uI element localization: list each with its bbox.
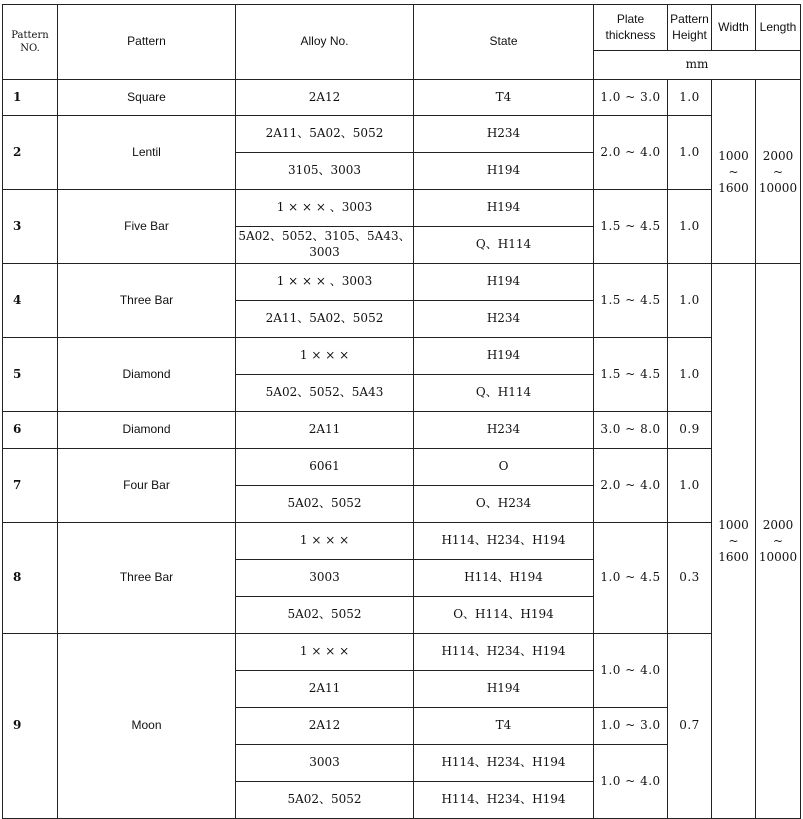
table-row (3, 523, 801, 560)
height-cell: 1.0 (668, 449, 712, 523)
header-pattern-height: Pattern Height (668, 5, 712, 51)
pattern-cell: Diamond (58, 338, 236, 412)
thickness-cell: 1.0 ~ 4.0 (594, 634, 668, 708)
state-cell: T4 (414, 708, 594, 745)
state-cell: Q、H114 (414, 375, 594, 412)
table-row (3, 338, 801, 375)
alloy-cell: 1 × × × (236, 338, 414, 375)
height-cell: 0.7 (668, 634, 712, 819)
alloy-cell: 1 × × × (236, 523, 414, 560)
thickness-cell: 2.0 ~ 4.0 (594, 449, 668, 523)
pattern-no-cell: 7 (3, 449, 58, 523)
state-cell: O、H114、H194 (414, 597, 594, 634)
table-row (3, 80, 801, 116)
alloy-cell: 3003 (236, 745, 414, 782)
height-cell: 0.9 (668, 412, 712, 449)
pattern-cell: Three Bar (58, 264, 236, 338)
thickness-cell: 1.0 ~ 3.0 (594, 708, 668, 745)
alloy-cell: 1 × × × 、3003 (236, 264, 414, 301)
alloy-cell: 2A11 (236, 412, 414, 449)
thickness-cell: 3.0 ~ 8.0 (594, 412, 668, 449)
header-alloy-no: Alloy No. (236, 5, 414, 80)
length-from: 2000 (762, 518, 794, 532)
height-cell: 1.0 (668, 116, 712, 190)
thickness-cell: 1.0 ~ 3.0 (594, 80, 668, 116)
thickness-cell: 1.5 ~ 4.5 (594, 264, 668, 338)
height-cell: 1.0 (668, 264, 712, 338)
alloy-cell: 3105、3003 (236, 153, 414, 190)
height-cell: 1.0 (668, 338, 712, 412)
table-row (3, 449, 801, 486)
alloy-cell: 5A02、5052、5A43 (236, 375, 414, 412)
state-cell: Q、H114 (414, 227, 594, 264)
state-cell: H194 (414, 190, 594, 227)
alloy-cell: 2A12 (236, 80, 414, 116)
state-cell: H114、H234、H194 (414, 634, 594, 671)
state-cell: O (414, 449, 594, 486)
width-to: 1600 (718, 180, 749, 195)
pattern-no-cell: 9 (3, 634, 58, 819)
pattern-no-cell: 2 (3, 116, 58, 190)
pattern-no-cell: 5 (3, 338, 58, 412)
alloy-cell: 3003 (236, 560, 414, 597)
table-row (3, 116, 801, 153)
alloy-cell: 6061 (236, 449, 414, 486)
state-cell: O、H234 (414, 486, 594, 523)
alloy-cell: 2A11、5A02、5052 (236, 301, 414, 338)
alloy-cell: 5A02、5052 (236, 782, 414, 819)
pattern-cell: Four Bar (58, 449, 236, 523)
alloy-pattern-spec-table (2, 4, 801, 819)
state-cell: T4 (414, 80, 594, 116)
header-pattern-no: Pattern NO. (3, 5, 58, 80)
length-to: 10000 (758, 550, 798, 564)
state-cell: H114、H194 (414, 560, 594, 597)
thickness-cell: 1.0 ~ 4.0 (594, 745, 668, 819)
width-sep: ~ (728, 534, 739, 548)
state-cell: H194 (414, 153, 594, 190)
thickness-cell: 1.5 ~ 4.5 (594, 338, 668, 412)
length-to: 10000 (758, 180, 798, 195)
length-cell (756, 80, 801, 264)
header-unit: mm (594, 51, 801, 80)
width-from: 1000 (718, 518, 749, 532)
state-cell: H194 (414, 338, 594, 375)
pattern-no-cell: 4 (3, 264, 58, 338)
alloy-cell: 5A02、5052 (236, 597, 414, 634)
state-cell: H234 (414, 116, 594, 153)
pattern-cell: Five Bar (58, 190, 236, 264)
state-cell: H234 (414, 301, 594, 338)
state-cell: H114、H234、H194 (414, 523, 594, 560)
state-cell: H114、H234、H194 (414, 745, 594, 782)
table-row (3, 190, 801, 227)
pattern-cell: Moon (58, 634, 236, 819)
header-plate-thickness: Plate thickness (594, 5, 668, 51)
height-cell: 1.0 (668, 190, 712, 264)
pattern-cell: Three Bar (58, 523, 236, 634)
header-pattern: Pattern (58, 5, 236, 80)
width-cell (712, 264, 756, 819)
alloy-cell: 1 × × × 、3003 (236, 190, 414, 227)
length-cell (756, 264, 801, 819)
table-row (3, 264, 801, 301)
thickness-cell: 1.0 ~ 4.5 (594, 523, 668, 634)
state-cell: H194 (414, 264, 594, 301)
pattern-cell: Lentil (58, 116, 236, 190)
pattern-cell: Diamond (58, 412, 236, 449)
alloy-cell: 5A02、5052 (236, 486, 414, 523)
pattern-no-cell: 8 (3, 523, 58, 634)
header-length: Length (756, 5, 801, 51)
pattern-cell: Square (58, 80, 236, 116)
height-cell: 0.3 (668, 523, 712, 634)
table-row (3, 634, 801, 671)
state-cell: H234 (414, 412, 594, 449)
alloy-cell: 5A02、5052、3105、5A43、3003 (236, 227, 414, 264)
alloy-cell: 1 × × × (236, 634, 414, 671)
width-cell (712, 80, 756, 264)
length-from: 2000 (762, 148, 794, 163)
thickness-cell: 1.5 ~ 4.5 (594, 190, 668, 264)
thickness-cell: 2.0 ~ 4.0 (594, 116, 668, 190)
state-cell: H194 (414, 671, 594, 708)
table-row (3, 412, 801, 449)
header-width: Width (712, 5, 756, 51)
state-cell: H114、H234、H194 (414, 782, 594, 819)
alloy-cell: 2A12 (236, 708, 414, 745)
pattern-no-cell: 1 (3, 80, 58, 116)
alloy-cell: 2A11 (236, 671, 414, 708)
length-sep: ~ (772, 534, 784, 548)
length-sep: ~ (772, 164, 784, 179)
pattern-no-cell: 3 (3, 190, 58, 264)
alloy-cell: 2A11、5A02、5052 (236, 116, 414, 153)
header-state: State (414, 5, 594, 80)
pattern-no-cell: 6 (3, 412, 58, 449)
width-to: 1600 (718, 550, 749, 564)
width-sep: ~ (728, 164, 739, 179)
width-from: 1000 (718, 148, 749, 163)
height-cell: 1.0 (668, 80, 712, 116)
